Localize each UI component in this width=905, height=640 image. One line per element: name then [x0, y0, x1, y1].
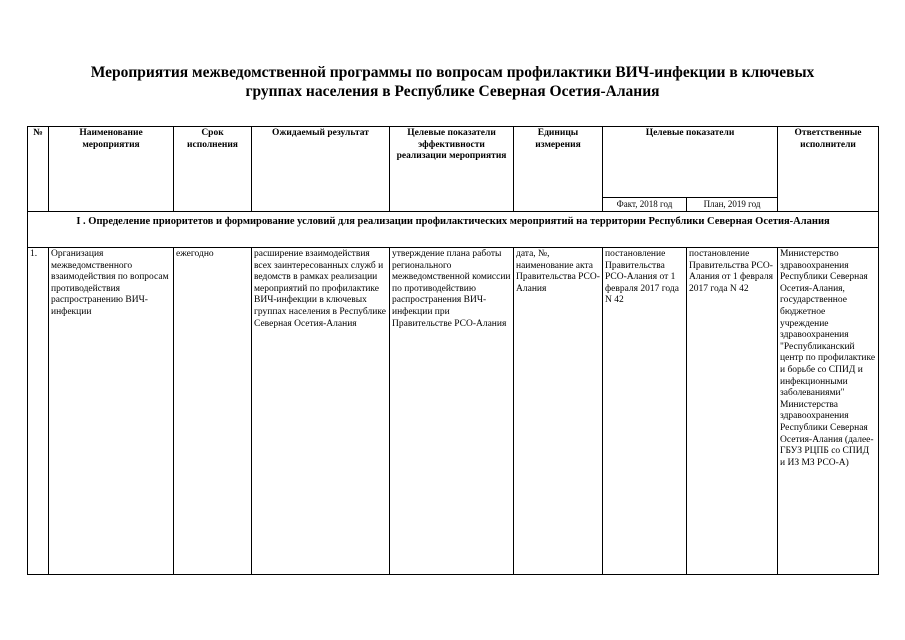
header-result: Ожидаемый результат [252, 127, 390, 212]
cell-fact: постановление Правительства РСО-Алания от 1 февраля 2017 года N 42 [603, 248, 687, 575]
header-name: Наименование мероприятия [49, 127, 174, 212]
document-title [30, 63, 875, 101]
header-num: № [28, 127, 49, 212]
cell-term: ежегодно [174, 248, 252, 575]
cell-units: дата, №, наименование акта Правительства РСО-Алания [514, 248, 603, 575]
program-table [27, 126, 879, 575]
cell-num: 1. [28, 248, 49, 575]
cell-result: расширение взаимодействия всех заинтересованных служб и ведомств в рамках реализации мероприятий по профилактике ВИЧ-инфекции в ключевых группах населения в Республике Северная Осетия-Алания [252, 248, 390, 575]
header-responsible: Ответственные исполнители [778, 127, 879, 212]
cell-indicator: утверждение плана работы регионального межведомственной комиссии по противодействию распространения ВИЧ-инфекции при Правительстве РСО-Алания [390, 248, 514, 575]
header-plan: План, 2019 год [687, 198, 778, 212]
title-line-1: Мероприятия межведомственной программы по вопросам профилактики ВИЧ-инфекции в ключевых [90, 64, 815, 81]
header-units: Единицы измерения [514, 127, 603, 212]
title-line-2: группах населения в Республике Северная Осетия-Алания [245, 83, 660, 100]
header-target: Целевые показатели [603, 127, 778, 198]
section-row [28, 212, 879, 248]
header-fact: Факт, 2018 год [603, 198, 687, 212]
section-title: I . Определение приоритетов и формирование условий для реализации профилактических мероприятий на территории Республики Северная Осетия-Алания [28, 212, 879, 248]
cell-name: Организация межведомственного взаимодействия по вопросам противодействия распространению ВИЧ-инфекции [49, 248, 174, 575]
header-indicators: Целевые показатели эффективности реализации мероприятия [390, 127, 514, 212]
table-row [28, 248, 879, 575]
cell-plan: постановление Правительства РСО-Алания от 1 февраля 2017 года N 42 [687, 248, 778, 575]
header-row [28, 127, 879, 198]
cell-responsible: Министерство здравоохранения Республики Северная Осетия-Алания, государственное бюджетное учреждение здравоохранения "Республиканский центр по профилактике и борьбе со СПИД и инфекционными заболеваниями" Министерства здравоохранения Республики Северная Осетия-Алания (далее-ГБУЗ РЦПБ со СПИД и ИЗ МЗ РСО-А) [778, 248, 879, 575]
header-term: Срок исполнения [174, 127, 252, 212]
